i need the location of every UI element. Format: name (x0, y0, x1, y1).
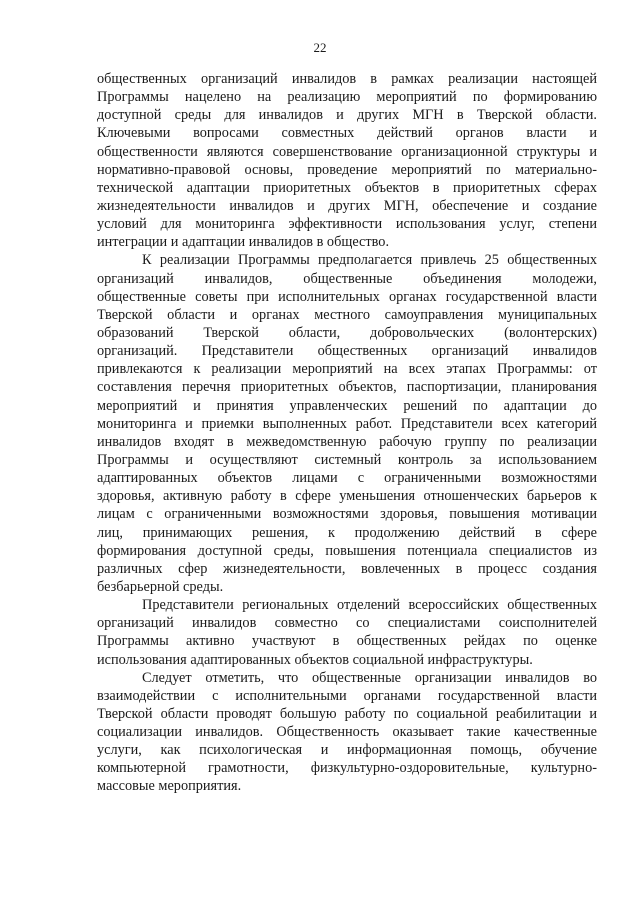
text-line: адаптированных объектов лицами с ограниченными возможностями (97, 470, 597, 487)
text-line: компьютерной грамотности, физкультурно-оздоровительные, культурно- (97, 760, 597, 777)
text-line: Программы и осуществляют системный контроль за использованием (97, 451, 597, 468)
text-line: организаций инвалидов совместно со специалистами соисполнителей (97, 615, 597, 632)
paragraph (97, 251, 597, 596)
text-line: К реализации Программы предполагается привлечь 25 общественных (142, 252, 597, 269)
text-line: услуги, как психологическая и информационная помощь, обучение (97, 742, 597, 759)
text-line: мероприятий и принятия управленческих решений по адаптации до (97, 397, 597, 414)
text-line: организаций инвалидов, общественные объединения молодежи, (97, 270, 597, 287)
text-line: общественности являются совершенствование организационной структуры и (97, 143, 597, 160)
text-line: инвалидов входят в межведомственную рабочую группу по реализации (97, 433, 597, 450)
paragraph (97, 669, 597, 796)
paragraph (97, 70, 597, 251)
text-line: Следует отметить, что общественные организации инвалидов во (142, 669, 597, 686)
text-line: мониторинга и приемки выполненных работ. Представители всех категорий (97, 415, 597, 432)
text-line: здоровья, активную работу в сфере уменьшения отношенческих барьеров к (97, 488, 597, 505)
text-line: жизнедеятельности инвалидов и других МГН, обеспечение и создание (97, 197, 597, 214)
text-line: Тверской области проводят большую работу по социальной реабилитации и (97, 705, 597, 722)
text-line: лицам с ограниченными возможностями здоровья, повышения мотивации (97, 506, 597, 523)
text-line: Ключевыми вопросами совместных действий органов власти и (97, 125, 597, 142)
text-line: интеграции и адаптации инвалидов в общество. (97, 234, 390, 251)
text-line: общественные советы при исполнительных органах государственной власти (97, 288, 597, 305)
body-text (97, 70, 597, 796)
text-line: формирования доступной среды, повышения потенциала специалистов из (97, 542, 597, 559)
text-line: Представители региональных отделений всероссийских общественных (142, 597, 597, 614)
paragraph (97, 596, 597, 669)
text-line: лиц, принимающих решения, к продолжению действий в сфере (97, 524, 597, 541)
text-line: социализации инвалидов. Общественность оказывает такие качественные (97, 724, 597, 741)
text-line: организаций. Представители общественных организаций инвалидов (97, 343, 597, 360)
text-line: доступной среды для инвалидов и других МГН в Тверской области. (97, 107, 597, 124)
text-line: Программы активно участвуют в общественных рейдах по оценке (97, 633, 597, 650)
text-line: Программы нацелено на реализацию мероприятий по формированию (97, 89, 597, 106)
text-line: привлекаются к реализации мероприятий на всех этапах Программы: от (97, 361, 597, 378)
text-line: общественных организаций инвалидов в рамках реализации настоящей (97, 71, 597, 87)
text-line: технической адаптации приоритетных объектов в приоритетных сферах (97, 179, 597, 196)
text-line: составления перечня приоритетных объектов, паспортизации, планирования (97, 379, 597, 396)
text-line: взаимодействии с исполнительными органами государственной власти (97, 687, 597, 704)
text-line: использования адаптированных объектов социальной инфраструктуры. (97, 651, 533, 668)
text-line: массовые мероприятия. (97, 778, 242, 795)
text-line: Тверской области и органах местного самоуправления муниципальных (97, 306, 597, 323)
text-line: различных сфер жизнедеятельности, вовлеченных в процесс создания (97, 560, 597, 577)
text-line: нормативно-правовой основы, проведение мероприятий по материально- (97, 161, 597, 178)
text-line: условий для мониторинга эффективности использования услуг, степени (97, 216, 597, 233)
text-line: образований Тверской области, добровольческих (волонтерских) (97, 324, 597, 341)
page-number: 22 (313, 40, 327, 55)
text-line: безбарьерной среды. (97, 578, 224, 595)
